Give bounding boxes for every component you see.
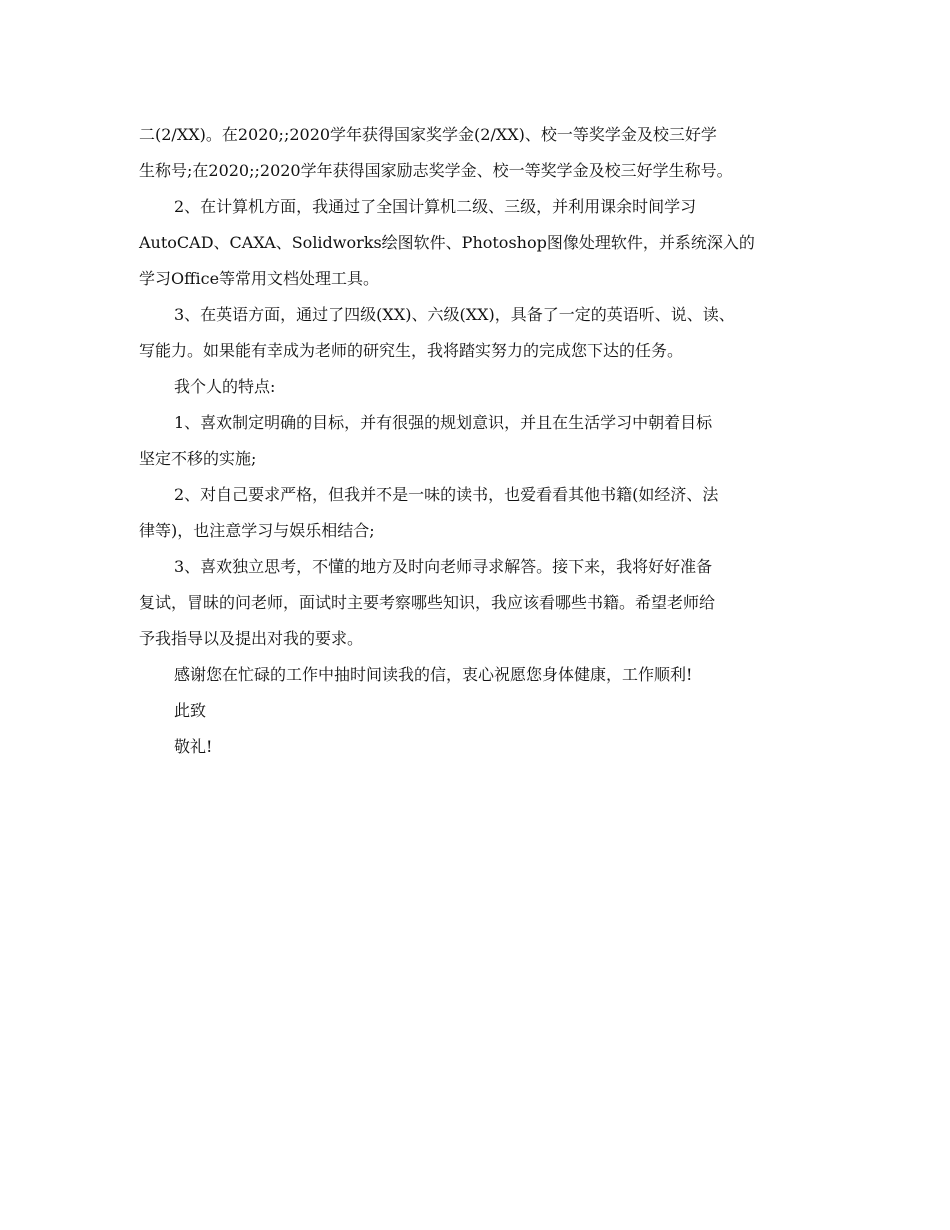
text-line: 予我指导以及提出对我的要求。 [139,629,364,648]
section-heading: 我个人的特点: [174,377,276,396]
closing-regards: 敬礼! [174,737,213,756]
text-line: 生称号;在2020;;2020学年获得国家励志奖学金、校一等奖学金及校三好学生称号。 [139,161,733,180]
closing-thanks: 感谢您在忙碌的工作中抽时间读我的信，衷心祝愿您身体健康，工作顺利! [174,665,693,684]
text-line: 二(2/XX)。在2020;;2020学年获得国家奖学金(2/XX)、校一等奖学金及校三好学 [139,125,717,144]
text-line: 复试，冒昧的问老师，面试时主要考察哪些知识，我应该看哪些书籍。希望老师给 [139,593,716,612]
closing-salutation: 此致 [174,701,207,720]
text-line: 写能力。如果能有幸成为老师的研究生，我将踏实努力的完成您下达的任务。 [139,341,684,360]
text-line: 学习Office等常用文档处理工具。 [139,269,380,288]
letter-body [139,117,829,765]
text-line: 坚定不移的实施; [139,449,257,468]
text-line: 2、对自己要求严格，但我并不是一味的读书，也爱看看其他书籍(如经济、法 [174,485,719,504]
text-line: AutoCAD、CAXA、Solidworks绘图软件、Photoshop图像处理软件，并系统深入的 [139,233,755,252]
text-line: 律等)，也注意学习与娱乐相结合; [139,521,375,540]
text-line: 3、喜欢独立思考，不懂的地方及时向老师寻求解答。接下来，我将好好准备 [174,557,713,576]
text-line: 2、在计算机方面，我通过了全国计算机二级、三级，并利用课余时间学习 [174,197,697,216]
text-line: 3、在英语方面，通过了四级(XX)、六级(XX)，具备了一定的英语听、说、读、 [174,305,735,324]
text-line: 1、喜欢制定明确的目标，并有很强的规划意识，并且在生活学习中朝着目标 [174,413,713,432]
